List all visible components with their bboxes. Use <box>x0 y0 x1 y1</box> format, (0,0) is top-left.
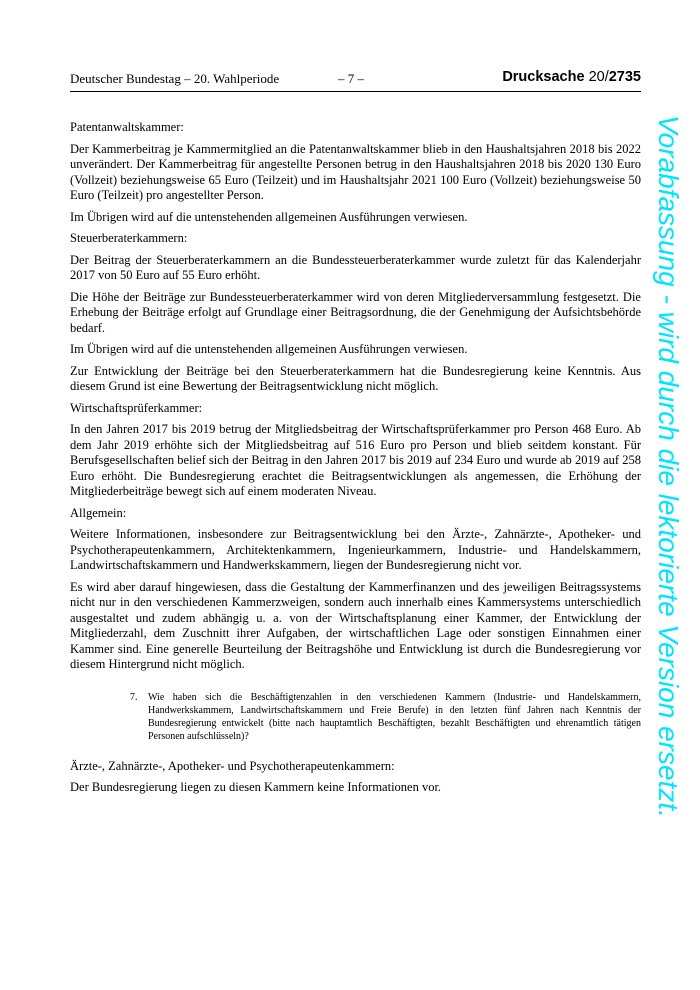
paragraph: Weitere Informationen, insbesondere zur Beitragsentwicklung bei den Ärzte-, Zahnärzte-, Apotheker- und Psychotherapeutenkammern, Architektenkammern, Ingenieurkammern, Industrie- und Handelskammern, Landwirtschaftskammern und Handwerkskammern, liegen der Bundesregierung nicht vor. <box>70 527 641 572</box>
header-doc-number: 2735 <box>608 69 641 85</box>
header-doc-label: Drucksache <box>502 69 585 85</box>
question-block <box>130 691 641 743</box>
header-page-number: – 7 – <box>338 71 364 86</box>
section-heading: Allgemein: <box>70 505 127 520</box>
paragraph: Die Höhe der Beiträge zur Bundessteuerberaterkammer wird von deren Mitgliederversammlung festgesetzt. Die Erhebung der Beiträge erfolgt auf Grundlage einer Beitragsordnung, die der Genehmigung der Aufsichtsbehörde bedarf. <box>70 289 641 335</box>
paragraph: Der Kammerbeitrag je Kammermitglied an die Patentanwaltskammer blieb in den Haushaltsjahren 2018 bis 2022 unverändert. Der Kammerbeitrag für angestellte Personen betrug in den Haushaltsjahren 2018 bis 2020 130 Euro (Vollzeit) beziehungsweise 65 Euro (Teilzeit) und im Haushaltsjahr 2021 100 Euro (Vollzeit) beziehungsweise 50 Euro (Teilzeit) pro angestellter Person. <box>70 141 641 202</box>
section-heading: Steuerberaterkammern: <box>70 231 188 245</box>
paragraph: Im Übrigen wird auf die untenstehenden allgemeinen Ausführungen verwiesen. <box>70 342 468 356</box>
header-doc-number-prefix: 20/ <box>588 69 609 85</box>
draft-watermark: Vorabfassung - wird durch die lektorierte Version ersetzt. <box>653 115 684 818</box>
paragraph: In den Jahren 2017 bis 2019 betrug der Mitgliedsbeitrag der Wirtschaftsprüferkammer pro Person 468 Euro. Ab dem Jahr 2019 erhöhte sich der Mitgliedsbeitrag auf 516 Euro pro Person und blieb seitdem konstant. Für Berufsgesellschaften belief sich der Beitrag in den Jahren 2017 bis 2019 auf 234 Euro und wurde ab 2019 auf 258 Euro erhöht. Die Bundesregierung erachtet die Beitragsentwicklungen als angemessen, die Erhöhung der Mitgliederbeiträge bewegt sich auf einem moderaten Niveau. <box>70 422 641 498</box>
header-publication: Deutscher Bundestag – 20. Wahlperiode <box>70 71 280 86</box>
section-heading: Wirtschaftsprüferkammer: <box>70 400 203 415</box>
question-number: 7. <box>130 691 138 703</box>
paragraph: Der Bundesregierung liegen zu diesen Kammern keine Informationen vor. <box>70 780 442 794</box>
paragraph: Der Beitrag der Steuerberaterkammern an die Bundessteuerberaterkammer wurde zuletzt für das Kalenderjahr 2017 von 50 Euro auf 55 Euro erhöht. <box>70 252 641 282</box>
section-heading: Ärzte-, Zahnärzte-, Apotheker- und Psychotherapeutenkammern: <box>70 758 395 773</box>
paragraph: Zur Entwicklung der Beiträge bei den Steuerberaterkammern hat die Bundesregierung keine Kenntnis. Aus diesem Grund ist eine Bewertung der Beitragsentwicklung nicht möglich. <box>70 363 641 393</box>
paragraph: Im Übrigen wird auf die untenstehenden allgemeinen Ausführungen verwiesen. <box>70 209 468 224</box>
question-text: Wie haben sich die Beschäftigtenzahlen in den verschiedenen Kammern (Industrie- und Handelskammern, Handwerkskammern, Landwirtschaftskammern und Freie Berufe) in den letzten fünf Jahren nach Kenntnis der Bundesregierung entwickelt (bitte nach hauptamtlich Beschäftigten, bezahlt Beschäftigten und ehrenamtlich tätigen Personen aufschlüsseln)? <box>148 691 641 742</box>
section-heading: Patentanwaltskammer: <box>70 120 184 134</box>
page-header <box>70 71 641 92</box>
document-body <box>70 120 641 802</box>
header-document-number <box>502 69 641 85</box>
paragraph: Es wird aber darauf hingewiesen, dass die Gestaltung der Kammerfinanzen und des jeweiligen Beitragssystems nicht nur in den verschiedenen Kammerzweigen, sondern auch innerhalb eines Kammersystems unterschiedlich ausgestaltet und zudem abhängig u. a. von der Wirtschaftsplanung einer Kammer, der Entwicklung der Mitgliederzahl, dem Zuschnitt ihrer Aufgaben, der wirtschaftlichen Lage oder sonstigen Einnahmen einer Kammer sind. Eine generelle Beurteilung der Beitragshöhe und Entwicklung ist durch die Bundesregierung vor diesem Hintergrund nicht möglich. <box>70 579 641 671</box>
